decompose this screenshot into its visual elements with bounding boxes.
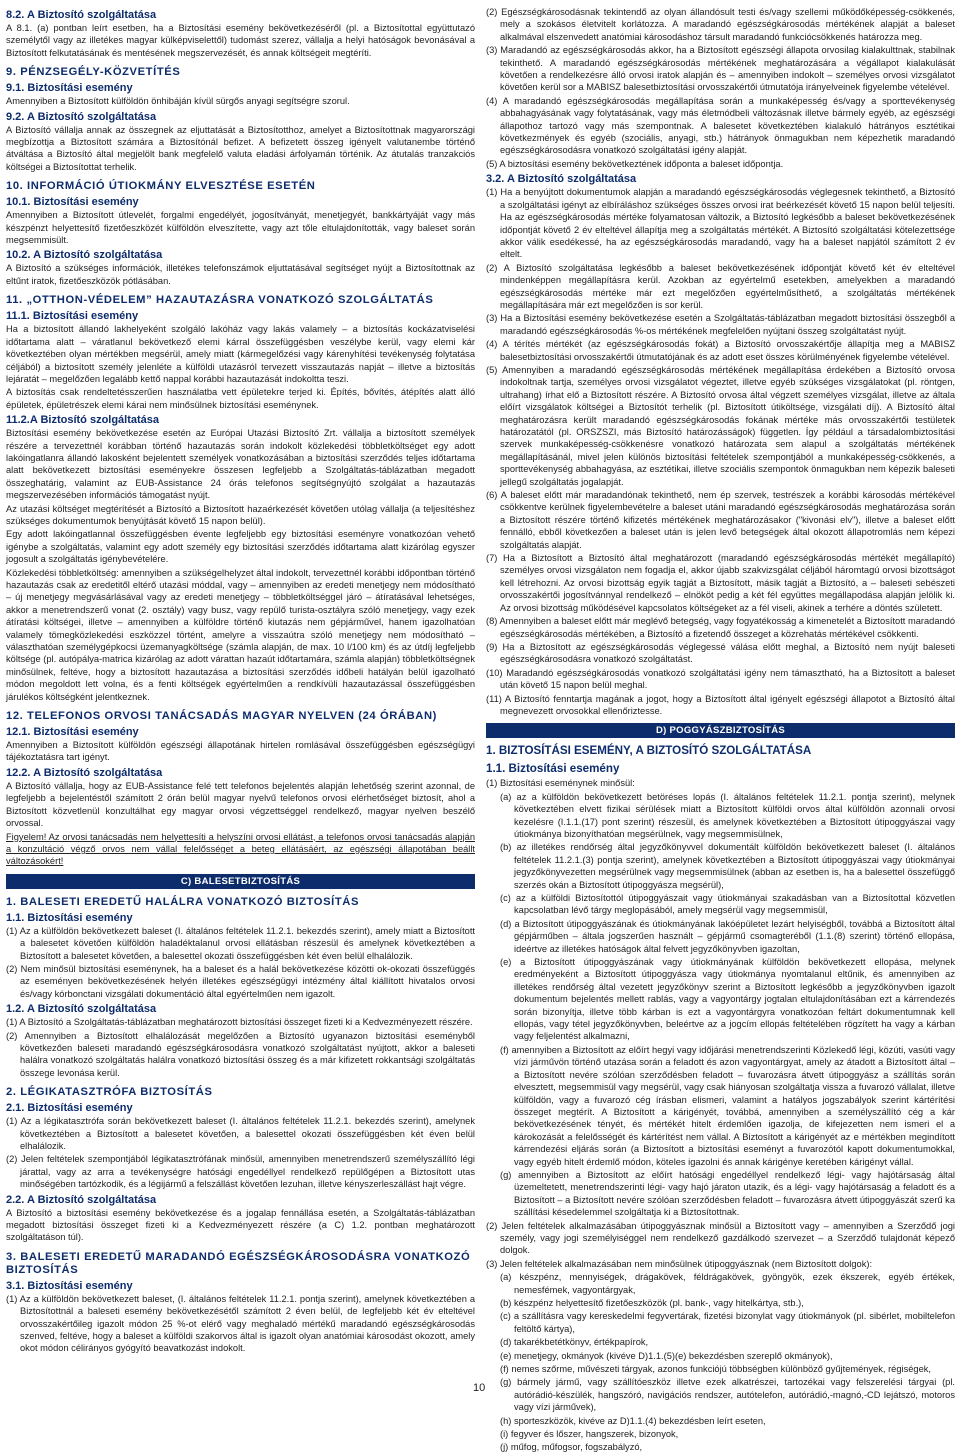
paragraph: (4) A térítés mértékét (az egészségkárosodás fokát) a Biztosító orvosszakértője állapítja meg a MABISZ balesetbiztosítási orvosszakértői útmutatójának és az adott eset összes körülményének figyelembe vételével.: [486, 339, 955, 362]
page-number: 10: [473, 1382, 486, 1394]
paragraph: (1) A Biztosító a Szolgáltatás-táblázatban meghatározott biztosítási összeget fizeti ki a Kedvezményezett részére.: [6, 1017, 473, 1028]
paragraph: (1) Az a külföldön bekövetkezett baleset (I. általános feltételek 11.2.1. bekezdés szerint), amely miatt a Biztosított a balesetet követően külföldön haladéktalanul orvosi ellátásban részesül és amelynek következtében a Biztosított a balesetet követően, a balesettel okozati összefüggésben két éven belül elhalálozik.: [6, 925, 475, 961]
section-title: 3. BALESETI EREDETŰ MARADANDÓ EGÉSZSÉGKÁROSODÁSRA VONATKOZÓ BIZTOSÍTÁS: [6, 1250, 471, 1276]
section-heading: 10.2. A Biztosító szolgáltatása: [6, 249, 163, 262]
list-item: (a) készpénz, mennyiségek, drágakövek, féldrágakövek, gyöngyök, ezek ékszerek, egyéb értékek, nemesfémek, vagyontárgyak,: [500, 1272, 955, 1295]
paragraph: A Biztosító vállalja, hogy az EUB-Assistance felé tett telefonos bejelentés alapján lehetőség szerint azonnal, de legfeljebb a bejelentéstől számított 2 órán belül magyar nyelvű telefonos orvosi elérhetőséget biztosít, ahol a Biztosított közvetlenül konzultálhat egy magyar orvosi végzettséggel rendelkező, magyar nyelven beszélő orvossal.: [6, 780, 475, 829]
section-heading: 2.1. Biztosítási esemény: [6, 1102, 133, 1115]
section-heading: 10.1. Biztosítási esemény: [6, 196, 139, 209]
list-item: (g) amennyiben a Biztosított az előírt hatósági engedéllyel rendelkező légi- vagy hajótársaság által üzemeltetett, menetrendszerinti légi- vagy hajó járaton utazik, és a légi- vagy hajótársaság a feladott és a Biztosított – a Biztosított nevére szólóan szerződésben feladott – fuvarozásra átvett útipoggyászát szerű ka szállítási késedelemmel szolgáltatja ki a Biztosítottnak.: [500, 1169, 955, 1218]
section-title: 11. „OTTHON-VÉDELEM” HAZAUTAZÁSRA VONATKOZÓ SZOLGÁLTATÁS: [6, 294, 434, 307]
list-item: (f) nemes szőrme, művészeti tárgyak, azonos funkciójú többségben különböző gyűjtemények, régiségek,: [500, 1364, 931, 1375]
paragraph: (2) A Biztosító szolgáltatása legkésőbb a baleset bekövetkezésének időpontját követő két év elteltével mindenképpen megállapításra kerül. Azokban az egyértelmű esetekben, amelyekben a maradandó egészségkárosodás mértéke már ezt megelőzően egyértelműsíthető, a szolgáltatás mértékének megállapítására már ezt megelőzően is sor kerül.: [486, 262, 955, 310]
list-item: (h) sporteszközök, kivéve az D)1.1.(4) bekezdésben leírt eseten,: [500, 1415, 766, 1426]
paragraph: A Biztosító a biztosítási esemény bekövetkezése és a jogalap fennállása esetén, a Szolgáltatás-táblázatban megadott biztosítási összeget fizeti ki a Kedvezményezett részére (a C) 1.2. pontban meghatározott szolgáltatáson túl).: [6, 1207, 475, 1243]
paragraph: (3) Maradandó az egészségkárosodás akkor, ha a Biztosított egészségi állapota orvosilag kialakulttnak, stabilnak tekinthető. A maradandó egészségkárosodás mértékének meghatározására a végállapot kialakulását követően a rendelkezésre álló orvosi iratok alapján és – amennyiben indokolt – személyes orvosi vizsgálatot követően kerül sor a MABISZ balesetbiztosítási orvosszakértői útmutatója irányelveinek figyelembe vételével.: [486, 45, 955, 93]
section-heading: 2.2. A Biztosító szolgáltatása: [6, 1193, 157, 1206]
section-heading: 1.1. Biztosítási esemény: [6, 911, 133, 924]
paragraph: Biztosítási esemény bekövetkezése esetén az Európai Utazási Biztosító Zrt. vállalja a biztosított személyek részére a tervezettnél korábban történő hazautazás során indokolt közlekedési többletköltséget egy adott lakóingatlanra állandó lakosként bejelentett személyek vonatkozásában a biztosítási szerződés teljes időtartama alatt bekövetkezett biztosítási eseményekre összesen legfeljebb a Szolgáltatás-táblázatban megadott összeghatárig, valamint az EUB-Assistance 24 órás telefonos segítségnyújtó szolgálat a hazautazás megszervezésében információs támogatást nyújt.: [6, 428, 475, 501]
paragraph: Az utazási költséget megtérítését a Biztosító a Biztosított hazaérkezését követően utólag vállalja (a teljesítéshez szükséges dokumentumok benyújtását követő 15 napon belül).: [6, 503, 475, 526]
list-item: (b) az illetékes rendőrség által jegyzőkönyvvel dokumentált külföldön bekövetkezett baleset (I. általános feltételek 11.2.1.(3) pontja szerint), amelynek következtében a Biztosított útipoggyászai vagy útiokmányai jegyzőkönyvezetten megsérülnek vagy megsemmisülnek (abban az esetben is, ha a balesettel összefüggő szerzés okán a Biztosított útipoggyásza megsérül),: [500, 842, 955, 890]
section-heading: 11.2.A Biztosító szolgáltatása: [6, 414, 160, 427]
section-heading: 12.1. Biztosítási esemény: [6, 726, 139, 739]
paragraph: A Biztosító a szükséges információk, illetékes telefonszámok eljuttatásával segítséget nyújt a Biztosítottnak az eltűnt iratok, fizetőeszközök pótlásában.: [6, 263, 475, 286]
list-item: (g) bármely jármű, vagy szállítóeszköz illetve ezek alkatrészei, tartozékai vagy felszerelési tárgyai (pl. autórádió-készülék, hangszóró, navigációs rendszer, autótelefon, autórádió,-magnó,-CD lejátszó, motoros vagy vízi járművek),: [500, 1377, 955, 1413]
section-heading: 12.2. A Biztosító szolgáltatása: [6, 766, 163, 779]
right-column: [486, 6, 955, 1455]
section-title: 1. BIZTOSÍTÁSI ESEMÉNY, A BIZTOSÍTÓ SZOLGÁLTATÁSA: [486, 744, 812, 758]
list-item: (b) készpénz helyettesítő fizetőeszközök (pl. bank-, vagy hitelkártya, stb.),: [500, 1298, 804, 1308]
paragraph: (5) Amennyiben a maradandó egészségkárosodás mértékének megállapítása érdekében a Biztosító orvosa indokoltnak tartja, személyes orvosi vizsgálatot végeztet, illetve egyéb szükséges vizsgálatokat (pl. röntgen, ultrahang) írhat elő a Biztosított részére. A Biztosító orvosa által végzett személyes vizsgálat, illetve az általa előírt vizsgálatok költségei a Biztosítót terhelik (pl. Biztosított útiköltsége, vizsgálati díj). A Biztosító által meghatározásra került maradandó egészségkárosodás fokának mértéke más orvosszakértői testületek határozatától (pl. ORSZSZI, más Biztosító határozásságok) független. Így például a társadalombiztosítási szervek munkaképesség-csökkenésre vonatkozó határozata sem alapul a szolgáltatás mértékének megállapításánál, mivel jelen különös biztosítási feltételek szempontjából a munkaképesség-csökkenés, a sporttevékenység abbahagyása, az esztétikai, illetve szociális szempontok önmagukban nem képezik baleseti jellegű szolgáltatás jogalapját.: [486, 364, 955, 487]
paragraph: (1) Az a légikatasztrófa során bekövetkezett baleset (I. általános feltételek 11.2.1. bekezdés szerint), amelynek következtében a Biztosított a balesetet követően, a balesettel okozati összefüggésben két éven belül elhalálozik.: [6, 1116, 475, 1151]
list-item: (e) a Biztosított útipoggyászának vagy útiokmányának külföldön bekövetkezett ellopása, melynek eredményeként a Biztosított útipoggyásza vagy útiokmánya nyomtalanul eltűnik, és amennyiben az illetékes rendőrség által vezetett jegyzőkönyv szerint a Biztosított legkésőbb a jegyzőkönyvben igazolt dokumentum bejelentés mellett rablás, vagy a vagyontárgy jogtalan eltulajdonításában ezt a kárrendezés során bizonyítja, illetve több kárban is ezt a vagyontárgyra vonatkozóan feltárt dokumentumnak kell ellopás, vagy tétel jegyzőkönyvben, beleértve az a jogcím ellopás feltételében rögzített ha vagy a kárban vagy feljelentést alkalmazni,: [500, 957, 955, 1042]
list-item: (d) a Biztosított útipoggyászának és útiokmányának lakóépületet lezárt helyiségből, továbbá a Biztosított által gépjárműben – általa jogszerűen használt – gépjármű csomagteréből (1.1.(8) szerint) történő ellopása, ideértve az illetékes hatóságok által felvett jegyzőkönyvben igazoltan,: [500, 918, 955, 954]
paragraph: (1) Ha a benyújtott dokumentumok alapján a maradandó egészségkárosodás véglegesnek tekinthető, a Biztosító a szolgáltatási igényt az elbíráláshoz szükséges összes orvosi irat beérkezését követő 15 napon belül teljesíti. Ha az egészségkárosodás mértéke folyamatosan változik, a Biztosító legkésőbb a baleset bekövetkezésének időpontját követő 2 év elteltével állapítja meg a szolgáltatás mértékét. A Biztosító szolgáltatási kötelezettsége akkor válik esedékessé, ha az egészségkárosodás maradandó, vagy ha a baleset napjától számított 2 év eltelt.: [486, 187, 955, 260]
paragraph: (1) Az a külföldön bekövetkezett baleset, (I. általános feltételek 11.2.1. pontja szerint), amelynek következtében a Biztosítottnál a baleseti esemény bekövetkezésétől számított 2 éven belül, de legfeljebb két év elteltével orvosszakértőileg igazolt módon 25 %-ot elérő vagy meghaladó mértékű maradandó egészségkárosodás szenved, feltéve, hogy a baleset a külföldi szakorvos által is igazolt olyan anatómiai károsodást okozott, amely okot módon célirányos gyógyító beavatkozást indokolt.: [6, 1293, 475, 1354]
paragraph: (2) Jelen feltételek alkalmazásában útipoggyásznak minősül a Biztosított vagy – amennyiben a Szerződő jogi személy, vagy jogi személyiséggel nem rendelkező gazdálkodó szervezet – a Szerződő tulajdonát képező dolgok.: [486, 1220, 955, 1256]
section-heading: 3.2. A Biztosító szolgáltatása: [486, 173, 637, 186]
paragraph: (3) Jelen feltételek alkalmazásában nem minősülnek útipoggyásznak (nem Biztosított dolgok):: [486, 1258, 873, 1269]
section-heading: 1.2. A Biztosító szolgáltatása: [6, 1003, 157, 1016]
left-column: [6, 6, 475, 1356]
paragraph: Ha a biztosított állandó lakhelyeként szolgáló lakóház vagy lakás valamely – a biztosítás kockázatviselési időtartama alatt – váratlanul bekövetkező elemi kárral összefüggésben veszélybe kerül, vagy elemi kár következtében olyan mértékben megsérül, amely miatt (kármegelőzési vagy kárenyhítési tevékenység folytatása céljából) a biztosított személy jelenléte a külföldi utazásról tervezett visszautazás napját – illetve a biztosítás lejáratát – megelőzően legalább kettő nappal korábbi hazautazását indokoltta teszi.: [6, 324, 475, 384]
paragraph: (2) Nem minősül biztosítási eseménynek, ha a baleset és a halál bekövetkezése közötti ok-okozati összefüggés az eseményen bekövetkezésének helyén illetékes egészségügyi intézmény által kiállított hivatalos orvosi és/vagy kórbonctani vizsgálati dokumentáció által egyértelműen nem igazolt.: [6, 963, 475, 999]
paragraph: Egy adott lakóingatlannal összefüggésben évente legfeljebb egy biztosítási eseményre vonatkozóan vehető igénybe a szolgáltatás, valamint egy adott személy egy biztosítási szerződés időtartama alatt kizárólag egyszer jogosult a szolgáltatás igénybevételére.: [6, 529, 475, 565]
paragraph: (6) A baleset előtt már maradandónak tekinthető, nem ép szervek, testrészek a korábbi károsodás mértékével csökkentve kerülnek figyelembevételre a baleset utáni maradandó egészségkárosodás meghatározása során a Biztosított részére történő kifizetés mértékének meghatározásakor ("kivonási elv"), illetve a baleset előtt fennálló, ebből következően a baleset után is jelen levő betegségek által okozott állapotromlás nem képezi szolgáltatás alapját.: [486, 490, 955, 550]
paragraph: (10) Maradandó egészségkárosodás vonatkozó szolgáltatási igény nem támasztható, ha a Biztosított a baleset után követő 15 napon belül meghal.: [486, 667, 955, 691]
section-title: 1. BALESETI EREDETŰ HALÁLRA VONATKOZÓ BIZTOSÍTÁS: [6, 895, 360, 908]
list-item: (d) takarékbetétkönyv, értékpapírok,: [500, 1337, 649, 1348]
paragraph: (11) A Biztosító fenntartja magának a jogot, hogy a Biztosított által igényelt egészségi állapotot a Biztosító által megnevezett orvosokkal ellenőriztesse.: [486, 693, 955, 716]
paragraph: A biztosítás csak rendeltetésszerűen használatba vett épületekre terjed ki. Építés, bővítés, átépítés alatt álló épületek, épületrészek elemi kárai nem minősülnek biztosítási eseménynek.: [6, 387, 475, 410]
list-item: (e) menetjegy, okmányok (kivéve D)1.1.(5)(e) bekezdésben szereplő okmányok),: [500, 1350, 833, 1361]
section-heading: 8.2. A Biztosító szolgáltatása: [6, 9, 157, 21]
paragraph: (4) A maradandó egészségkárosodás megállapítása során a munkaképesség és/vagy a sporttevékenység abbahagyásának vagy folytatásának, vagy más életmódbeli változásnak illetve bármely egyéb, az egészségi állapothoz tartozó vagy más szempontnak. A balesetet következtében kialakuló hátrányos esztétikai következmények és egyéb (szociális, anyagi, stb.) hátrányok önmagukban nem képezhetik maradandó egészségkárosodásra vonatkozó szolgáltatási igény alapját.: [486, 95, 955, 156]
paragraph: (2) Jelen feltételek szempontjából légikatasztrófának minősül, amennyiben menetrendszerű személyszállító légi járattal, vagy az arra a tevékenységre hatósági engedéllyel rendelkező repülőgépen a Biztosított utas minőségében tartózkodik, és a légijármű a felszállást követően lezuhan, illetve kényszerleszállást hajt végre.: [6, 1154, 475, 1190]
section-heading: 9.1. Biztosítási esemény: [6, 82, 133, 95]
list-item: (c) az a külföldi Biztosítottól útipoggyászait vagy útiokmányai szakadásban van a Biztosítottal közvetlen kapcsolatban lévő tárgy meglopásából, amely megsérül vagy megsemmisül,: [500, 893, 955, 916]
section-heading: 11.1. Biztosítási esemény: [6, 310, 139, 323]
paragraph: (9) Ha a Biztosított az egészségkárosodás véglegessé válása előtt meghal, a Biztosító nem nyújt baleseti egészségkárosodásra vonatkozó szolgáltatást.: [486, 641, 955, 665]
section-title: 2. LÉGIKATASZTRÓFA BIZTOSÍTÁS: [6, 1086, 213, 1099]
paragraph: (2) Amennyiben a Biztosított elhalálozását megelőzően a Biztosító ugyanazon biztosítási eseményből következően baleseti maradandó egészségkárosodásra vonatkozó szolgáltatást nyújtott, akkor a baleseti halálra vonatkozó szolgáltatás halálra vonatkozó biztosítási összeg és a már kifizetett rokkantsági szolgáltatás összege levonása kerül.: [6, 1030, 475, 1078]
paragraph: Amennyiben a Biztosított külföldön egészségi állapotának hirtelen romlásával összefüggésben egészségügyi tájékoztatásra tart igényt.: [6, 740, 475, 763]
section-heading: 3.1. Biztosítási esemény: [6, 1279, 133, 1292]
paragraph: A 8.1. (a) pontban leírt esetben, ha a Biztosítási esemény bekövetkezéséről (pl. a Biztosítottal együttutazó személytől vagy az illetékes magyar külképviselettől) tudomást szerez, vállalja a helyi hatóságok bevonásával a Biztosított felkutatásának és mentésének megszervezését, és annak költségeit megtéríti.: [6, 23, 475, 58]
paragraph: (7) Ha a Biztosított a Biztosító által meghatározott (maradandó egészségkárosodás mértékét megállapító) személyes orvosi vizsgálaton nem fogadja el, akkor újabb szakvizsgálat céljából háromtagú orvosi bizottságot kell létrehozni. Az orvosi bizottság egyik tagját a Biztosított, másik tagját a Biztosító, a – baleseti sebészeti orvosszakértői jogosítvánnyal rendelkező – elnököt pedig a két fél együttes megállapodása alapján jelölik ki. Az orvosi bizottság működésével kapcsolatos költségeket az a fél viseli, akinek a terhére a döntés született.: [486, 553, 955, 613]
paragraph: A Biztosító vállalja annak az összegnek az eljuttatását a Biztosítotthoz, amelyet a Biztosítottnak magyarországi megbízottja a Biztosított számára a Biztosítónál befizet. A befizetett összeg igényelt valutanembe történő átváltása a Biztosító által megjelölt bank megfelelő valuta eladási árfolyamán történik. Az átutalás tranzakciós költségei a Biztosítottat terhelik.: [6, 124, 475, 172]
list-item: (c) a szállításra vagy kereskedelmi fegyvertárak, fizetési bizonylat vagy útiokmányok (pl. sibérlet, mobiltelefon feltöltő kártya),: [500, 1311, 955, 1334]
paragraph: (5) A biztosítási esemény bekövetkeztének időponta a baleset időpontja.: [486, 158, 784, 169]
list-item: (i) fegyver és lőszer, hangszerek, bizonyok,: [500, 1429, 679, 1440]
section-banner-c: C) BALESETBIZTOSÍTÁS: [6, 874, 475, 889]
section-title: 9. PÉNZSEGÉLY-KÖZVETÍTÉS: [6, 66, 181, 79]
list-item: (j) műfog, műfogsor, fogszabályzó,: [500, 1442, 643, 1453]
warning-paragraph: Figyelem! Az orvosi tanácsadás nem helyettesíti a helyszíni orvosi ellátást, a telefonos orvosi tanácsadás alapján a konzultáció végző orvos nem vállal felelősséget a beteg ellátásáért, az egészségi állapotában beállt változásokért!: [6, 831, 475, 867]
list-item: (f) amennyiben a Biztosított az előírt hegyi vagy időjárási menetrendszerinti Közlekedő légi, közúti, vasúti vagy vízi járművön történő utazása során a feladott és azon vagyontárgyat, amely az átadott a Biztosított által – a Biztosított nevére szólóan szerződésben feladott – fuvarozásra átvett útipoggyász a szállítás során elvesztett, megsemmisül vagy megsérül, vagy csak hiányosan szolgáltatja vissza a fuvarozó vállalat, illetve külföldön, vagy a fuvarozó cég írásban elismeri, valamint a hatályos jogszabályok szerint kártérítési összeget megtérít. A Biztosított a kárigényét, továbbá, amennyiben a személyszállító cég a kár bekövetkezésének tényét, és mértékét hitelt érdemlően igazolja, de kifejezetten nem ismeri el a károkozását a felelősségét és kártérítést nem vállal. A Biztosított a kárigényét az e mértékben megindított kárrendezési eljárás során (a Biztosított a biztosítási eseményt a fuvarozótól kapott dokumentumokkal, vagy egyéb hitelt érdemlő módon, köteles igazolni és annak kárigénye keretében kárigényt vállal.: [500, 1044, 955, 1167]
section-title: 10. INFORMÁCIÓ ÚTIOKMÁNY ELVESZTÉSE ESETÉN: [6, 180, 316, 193]
paragraph: Amennyiben a Biztosított külföldön önhibáján kívül sürgős anyagi segítségre szorul.: [6, 96, 350, 107]
paragraph: (8) Amennyiben a baleset előtt már meglévő betegség, vagy fogyatékosság a kimenetelét a Biztosított maradandó egészségkárosodás mértékében, a Biztosító a fizetendő összeget a közrehatás mértékével csökkenti.: [486, 616, 955, 639]
paragraph: Amennyiben a Biztosított útlevelét, forgalmi engedélyét, jogosítványát, menetjegyét, bankkártyáját vagy más készpénzt helyettesítő fizetőeszközét külföldön elveszítette, vagy azt tőle eltulajdonították, vagy baleset során megsemmisült.: [6, 210, 475, 246]
paragraph: Közlekedési többletköltség: amennyiben a szükségelhelyzet által indokolt, tervezettnél korábbi időpontban történő hazautazás csak az eredetitől eltérő utazási móddal, vagy – amennyiben az eredeti menetjegy nem módosítható – új menetjegy megvásárlásával vagy az eredeti menetjegy – többletköltséggel járó – átíratásával lehetséges, akkor a menetrendszerű vonat (2. osztály) vagy busz, vagy repülő turista-osztályra szóló menetjegy, vagy ezek átíratási költségei, illetve – amennyiben a külföldre történő kiutazás nem gépjárművel, hanem igazolhatóan valamely tömegközlekedési eszközzel történt, amelyre a visszaútra szóló menetjegy nem módosítható – választhatóan személygépkocsi üzemanyagköltsége (számla alapján, de max. 10 l/100 km) és az útdíj legfeljebb költsége (pl. autópálya-matrica kizárólag az adott várattan hazaút időtartamára, számla alapján) többletköltségnek minősülnek, feltéve, hogy a biztosított hazautazása a biztosítási szerződés időbeli hatályán belül igazolható módon megoldott lett volna, és a fenti költségek egyértelműen a rendkívüli hazautazással összefüggésben járulékos költségként jelentkeznek.: [6, 567, 475, 702]
list-item: (a) az a külföldön bekövetkezett betöréses lopás (I. általános feltételek 11.2.1. pontja szerint), melynek következtében elvett fizikai sérülések miatt a Biztosított külföldi orvos által külföldön azonnali orvosi kezelésre (I.1.1.(17) pont szerint) részesül, és amelynek következtében a Biztosított útipoggyászai vagy útiokmánya bizonyíthatóan megsérülnek, vagy megsemmisülnek,: [500, 791, 955, 839]
section-heading: 9.2. A Biztosító szolgáltatása: [6, 110, 157, 123]
paragraph: (3) Ha a Biztosítási esemény bekövetkezése esetén a Szolgáltatás-táblázatban megadott biztosítási összegből a maradandó egészségkárosodás %-os mértékének megfelelően nyújtani összeg szolgáltatást nyújt.: [486, 313, 955, 336]
paragraph: (2) Egészségkárosodásnak tekintendő az olyan állandósult testi és/vagy szellemi működőképesség-csökkenés, mely a szokásos életvitelt korlátozza. A maradandó egészségkárosodás mértékének alapját a baleset alkalmával elszenvedett anatómiai károsodáshoz társult maradandó funkciócsökkenés határozza meg.: [486, 7, 955, 42]
section-title: 12. TELEFONOS ORVOSI TANÁCSADÁS MAGYAR NYELVEN (24 ÓRÁBAN): [6, 710, 437, 723]
paragraph: (1) Biztosítási eseménynek minősül:: [486, 778, 635, 789]
section-banner-d: D) POGGYÁSZBIZTOSÍTÁS: [486, 723, 955, 738]
section-heading: 1.1. Biztosítási esemény: [486, 762, 620, 776]
